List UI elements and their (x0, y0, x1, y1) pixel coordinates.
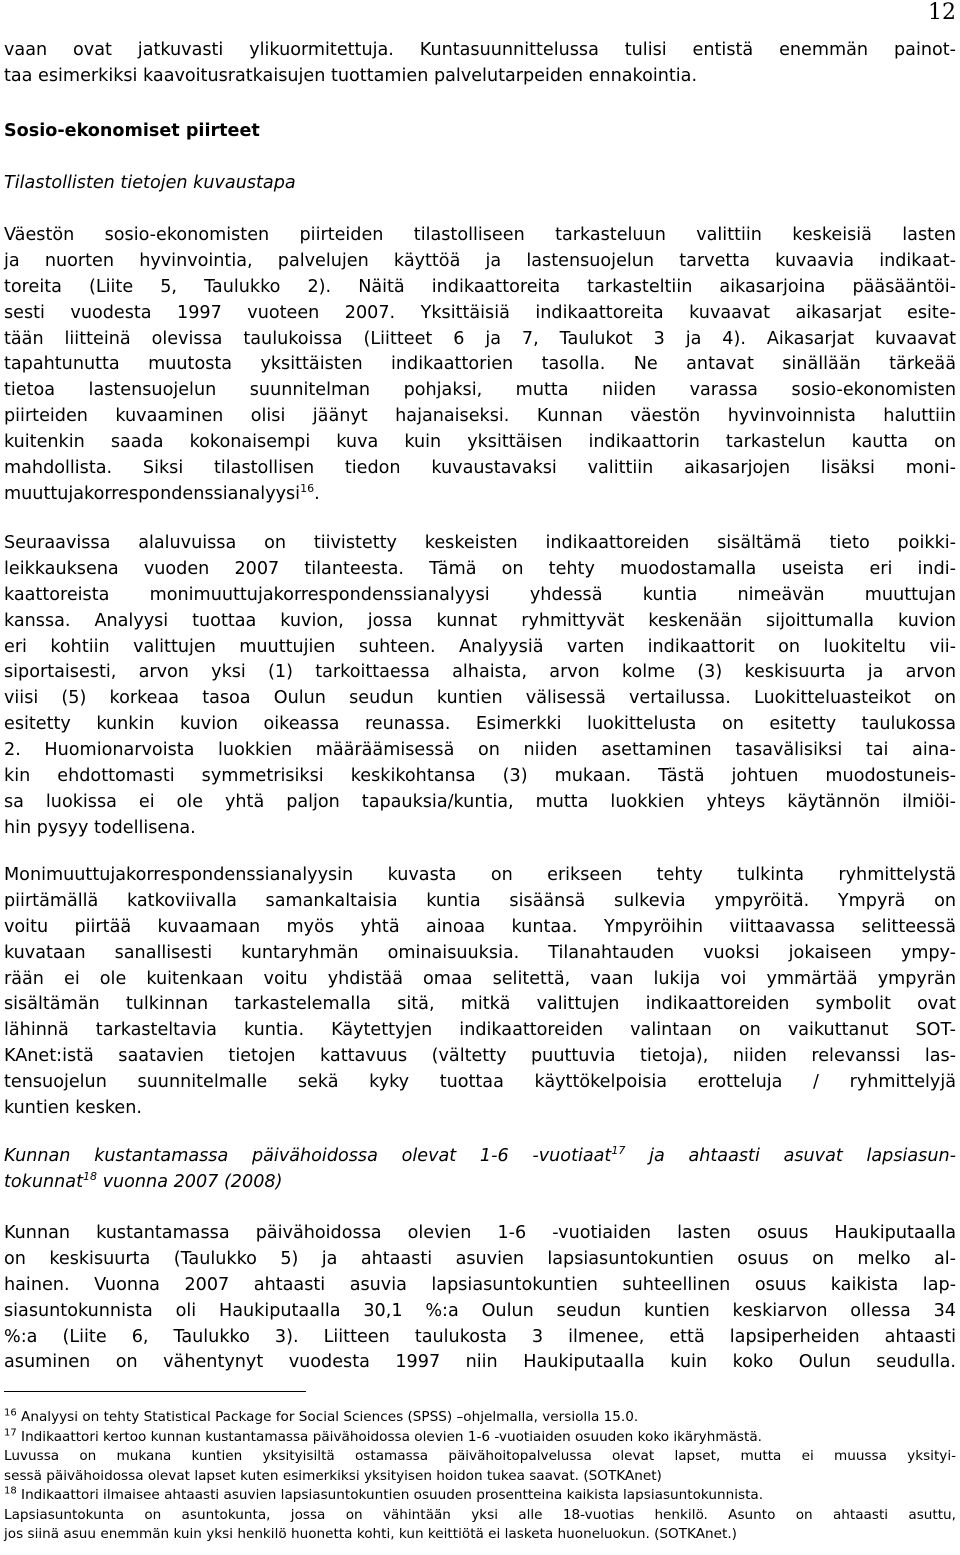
text-line: kanssa. Analyysi tuottaa kuvion, jossa kunnat ryhmittyvät keskenään sijoittumalla kuvion (4, 610, 956, 631)
text-line: piirtämällä katkoviivalla samankaltaisia kuntia sisäänsä sulkevia ympyröitä. Ympyrä on (4, 890, 956, 911)
text-line: eri kohtiin valittujen muuttujien suhteen. Analyysiä varten indikaattorit on luokiteltu vii- (4, 636, 956, 657)
text-line: taa esimerkiksi kaavoitusratkaisujen tuottamien palvelutarpeiden ennakointia. (4, 65, 698, 86)
text-line: vaan ovat jatkuvasti ylikuormitettuja. Kuntasuunnittelussa tulisi entistä enemmän painot- (4, 40, 956, 60)
text-line: esitetty kunkin kuvion oikeassa reunassa. Esimerkki luokittelusta on esitetty taulukossa (4, 714, 956, 735)
text-line: siasuntokunnista oli Haukiputaalla 30,1 %:a Oulun seudun kuntien keskiarvon ollessa 34 (4, 1300, 956, 1321)
text-line: viisi (5) korkeaa tasoa Oulun seudun kuntien välisessä vertailussa. Luokitteluasteikot on (4, 688, 956, 709)
text-span: tokunnat (4, 1171, 83, 1192)
intro-paragraph (4, 38, 956, 90)
text-line: leikkauksena vuoden 2007 tilanteesta. Tämä on tehty muodostamalla useista eri indi- (4, 558, 956, 579)
footnote-line: Lapsiasuntokunta on asuntokunta, jossa on vähintään yksi alle 18-vuotias henkilö. Asunto on ahtaasti asuttu, (4, 1506, 956, 1523)
text-line: lähinnä tarkasteltavia kuntia. Käytettyjen indikaattoreiden valintaan on vaikuttanut SOT- (4, 1020, 956, 1041)
footnote-ref: 17 (611, 1144, 626, 1158)
text-line: on keskisuurta (Taulukko 5) ja ahtaasti asuvien lapsiasuntokuntien osuus on melko al- (4, 1248, 956, 1269)
paragraph-1 (4, 223, 956, 508)
text-line: tään liitteinä olevissa taulukoissa (Liitteet 6 ja 7, Taulukot 3 ja 4). Aikasarjat kuvaavat (4, 328, 956, 349)
text-line: piirteiden kuvaaminen olisi jäänyt hajanaiseksi. Kunnan väestön hyvinvoinnista haluttiin (4, 406, 956, 427)
text-span: muuttujakorrespondenssianalyysi (4, 483, 301, 504)
text-line: hin pysyy todellisena. (4, 817, 196, 838)
footnote-ref: 16 (300, 482, 315, 496)
footnote-number: 16 (4, 1407, 17, 1419)
text-line (4, 1170, 956, 1196)
footnote-text: Indikaattori ilmaisee ahtaasti asuvien lapsiasuntokuntien osuuden prosentteina kaikista lapsiasuntokunnista. (16, 1487, 764, 1503)
text-line: kaattoreista monimuuttujakorrespondenssianalyysi yhdessä kuntia nimeävän muuttujan (4, 584, 956, 605)
text-line: toreita (Liite 5, Taulukko 2). Näitä indikaattoreita tarkasteltiin aikasarjoina pääsääntöi- (4, 276, 956, 297)
text-line: Monimuuttujakorrespondenssianalyysin kuvasta on erikseen tehty tulkinta ryhmittelystä (4, 865, 956, 885)
subheading-2 (4, 1144, 956, 1196)
footnote-17 (4, 1428, 956, 1448)
text-line: sa luokissa ei ole yhtä paljon tapauksia/kuntia, mutta luokkien yhteys käytännön ilmiöi- (4, 791, 956, 812)
text-line: asuminen on vähentynyt vuodesta 1997 niin Haukiputaalla kuin koko Oulun seudulla. (4, 1352, 956, 1373)
subheading: Tilastollisten tietojen kuvaustapa (4, 173, 296, 193)
text-line: tapahtunutta muutosta yksittäisten indikaattorien tasolla. Ne antavat sinällään tärkeää (4, 354, 956, 375)
text-line: rään ei ole kuitenkaan voitu yhdistää omaa selitettä, vaan lukija voi ymmärtää ympyrän (4, 968, 956, 989)
text-line: ja nuorten hyvinvointia, palvelujen käyttöä ja lastensuojelun tarvetta kuvaavia indikaat- (4, 250, 956, 271)
text-line: 2. Huomionarvoista luokkien määräämisessä on niiden asettaminen tasavälisiksi tai aina- (4, 740, 956, 761)
footnote-separator (4, 1391, 306, 1392)
text-line: %:a (Liite 6, Taulukko 3). Liitteen taulukosta 3 ilmenee, että lapsiperheiden ahtaasti (4, 1326, 956, 1347)
text-line: voitu piirtää kuvaamaan myös yhtä ainoaa kuntaa. Ympyröihin viittaavassa selitteessä (4, 916, 956, 937)
text-line: tietoa lastensuojelun suunnitelman pohjaksi, mutta niiden varassa sosio-ekonomisten (4, 380, 956, 401)
footnote-line: sessä päivähoidossa olevat lapset kuten esimerkiksi yksityisen hoidon tukea saavat. (SOTKAnet) (4, 1467, 662, 1484)
text-line (4, 482, 956, 508)
text-span: Kunnan kustantamassa päivähoidossa olevat 1-6 -vuotiaat (4, 1146, 612, 1166)
text-line: kuntien kesken. (4, 1098, 142, 1119)
paragraph-4 (4, 1221, 956, 1376)
text-line: kuvataan sanallisesti kuntaryhmän ominaisuuksia. Tilanahtauden vuoksi jokaiseen ympy- (4, 942, 956, 963)
text-line: sisältämän tulkinnan tarkastelemalla sitä, mitkä valittujen indikaattoreiden symbolit ovat (4, 994, 956, 1015)
footnote-text: Analyysi on tehty Statistical Package for Social Sciences (SPSS) –ohjelmalla, versiolla 15.0. (16, 1409, 639, 1425)
text-line: tensuojelun suunnitelmalle sekä kyky tuottaa käyttökelpoisia erotteluja / ryhmittelyjä (4, 1072, 956, 1093)
text-line: Väestön sosio-ekonomisten piirteiden tilastolliseen tarkasteluun valittiin keskeisiä lasten (4, 225, 956, 245)
text-line: mahdollista. Siksi tilastollisen tiedon kuvaustavaksi valittiin aikasarjojen lisäksi moni- (4, 458, 956, 479)
text-line: Kunnan kustantamassa päivähoidossa olevien 1-6 -vuotiaiden lasten osuus Haukiputaalla (4, 1223, 956, 1243)
footnote-line: Luvussa on mukana kuntien yksityisiltä ostamassa päivähoitopalvelussa olevat lapset, mutta ei muussa yksityi- (4, 1448, 956, 1464)
footnote-number: 18 (4, 1485, 17, 1497)
text-span: ja ahtaasti asuvat lapsiasun- (625, 1146, 956, 1166)
footnote-text: Indikaattori kertoo kunnan kustantamassa päivähoidossa olevien 1-6 -vuotiaiden osuuden koko ikäryhmästä. (16, 1428, 762, 1445)
text-line: kuitenkin saada kokonaisempi kuva kuin yksittäisen indikaattorin tarkastelun kautta on (4, 432, 956, 453)
text-line: siportaisesti, arvon yksi (1) tarkoittaessa alhaista, arvon kolme (3) keskisuurta ja arvon (4, 662, 956, 683)
text-line: sesti vuodesta 1997 vuoteen 2007. Yksittäisiä indikaattoreita kuvaavat aikasarjat esite- (4, 302, 956, 323)
footnote-18 (4, 1486, 956, 1506)
text-line: hainen. Vuonna 2007 ahtaasti asuvia lapsiasuntokuntien suhteellinen osuus kaikista lap- (4, 1274, 956, 1295)
text-line: KAnet:istä saatavien tietojen kattavuus (vältetty puuttuvia tietoja), niiden relevanssi las- (4, 1046, 956, 1067)
text-line: kin ehdottomasti symmetrisiksi keskikohtansa (3) mukaan. Tästä johtuen muodostuneis- (4, 766, 956, 787)
footnote-16 (4, 1408, 956, 1428)
text-span: . (314, 483, 320, 504)
footnote-number: 17 (4, 1426, 17, 1438)
paragraph-2 (4, 531, 956, 842)
paragraph-3 (4, 863, 956, 1122)
footnotes (4, 1408, 956, 1545)
footnote-line: jos siinä asuu enemmän kuin yksi henkilö huonetta kohti, kun keittiötä ei lasketa huoneluokun. (SOTKAnet.) (4, 1526, 737, 1542)
text-line: Seuraavissa alaluvuissa on tiivistetty keskeisten indikaattoreiden sisältämä tieto poikki- (4, 533, 956, 553)
text-line (4, 1144, 956, 1170)
footnote-ref: 18 (82, 1170, 97, 1184)
page-number: 12 (928, 0, 956, 25)
section-heading: Sosio-ekonomiset piirteet (4, 121, 260, 141)
text-span: vuonna 2007 (2008) (96, 1171, 283, 1192)
